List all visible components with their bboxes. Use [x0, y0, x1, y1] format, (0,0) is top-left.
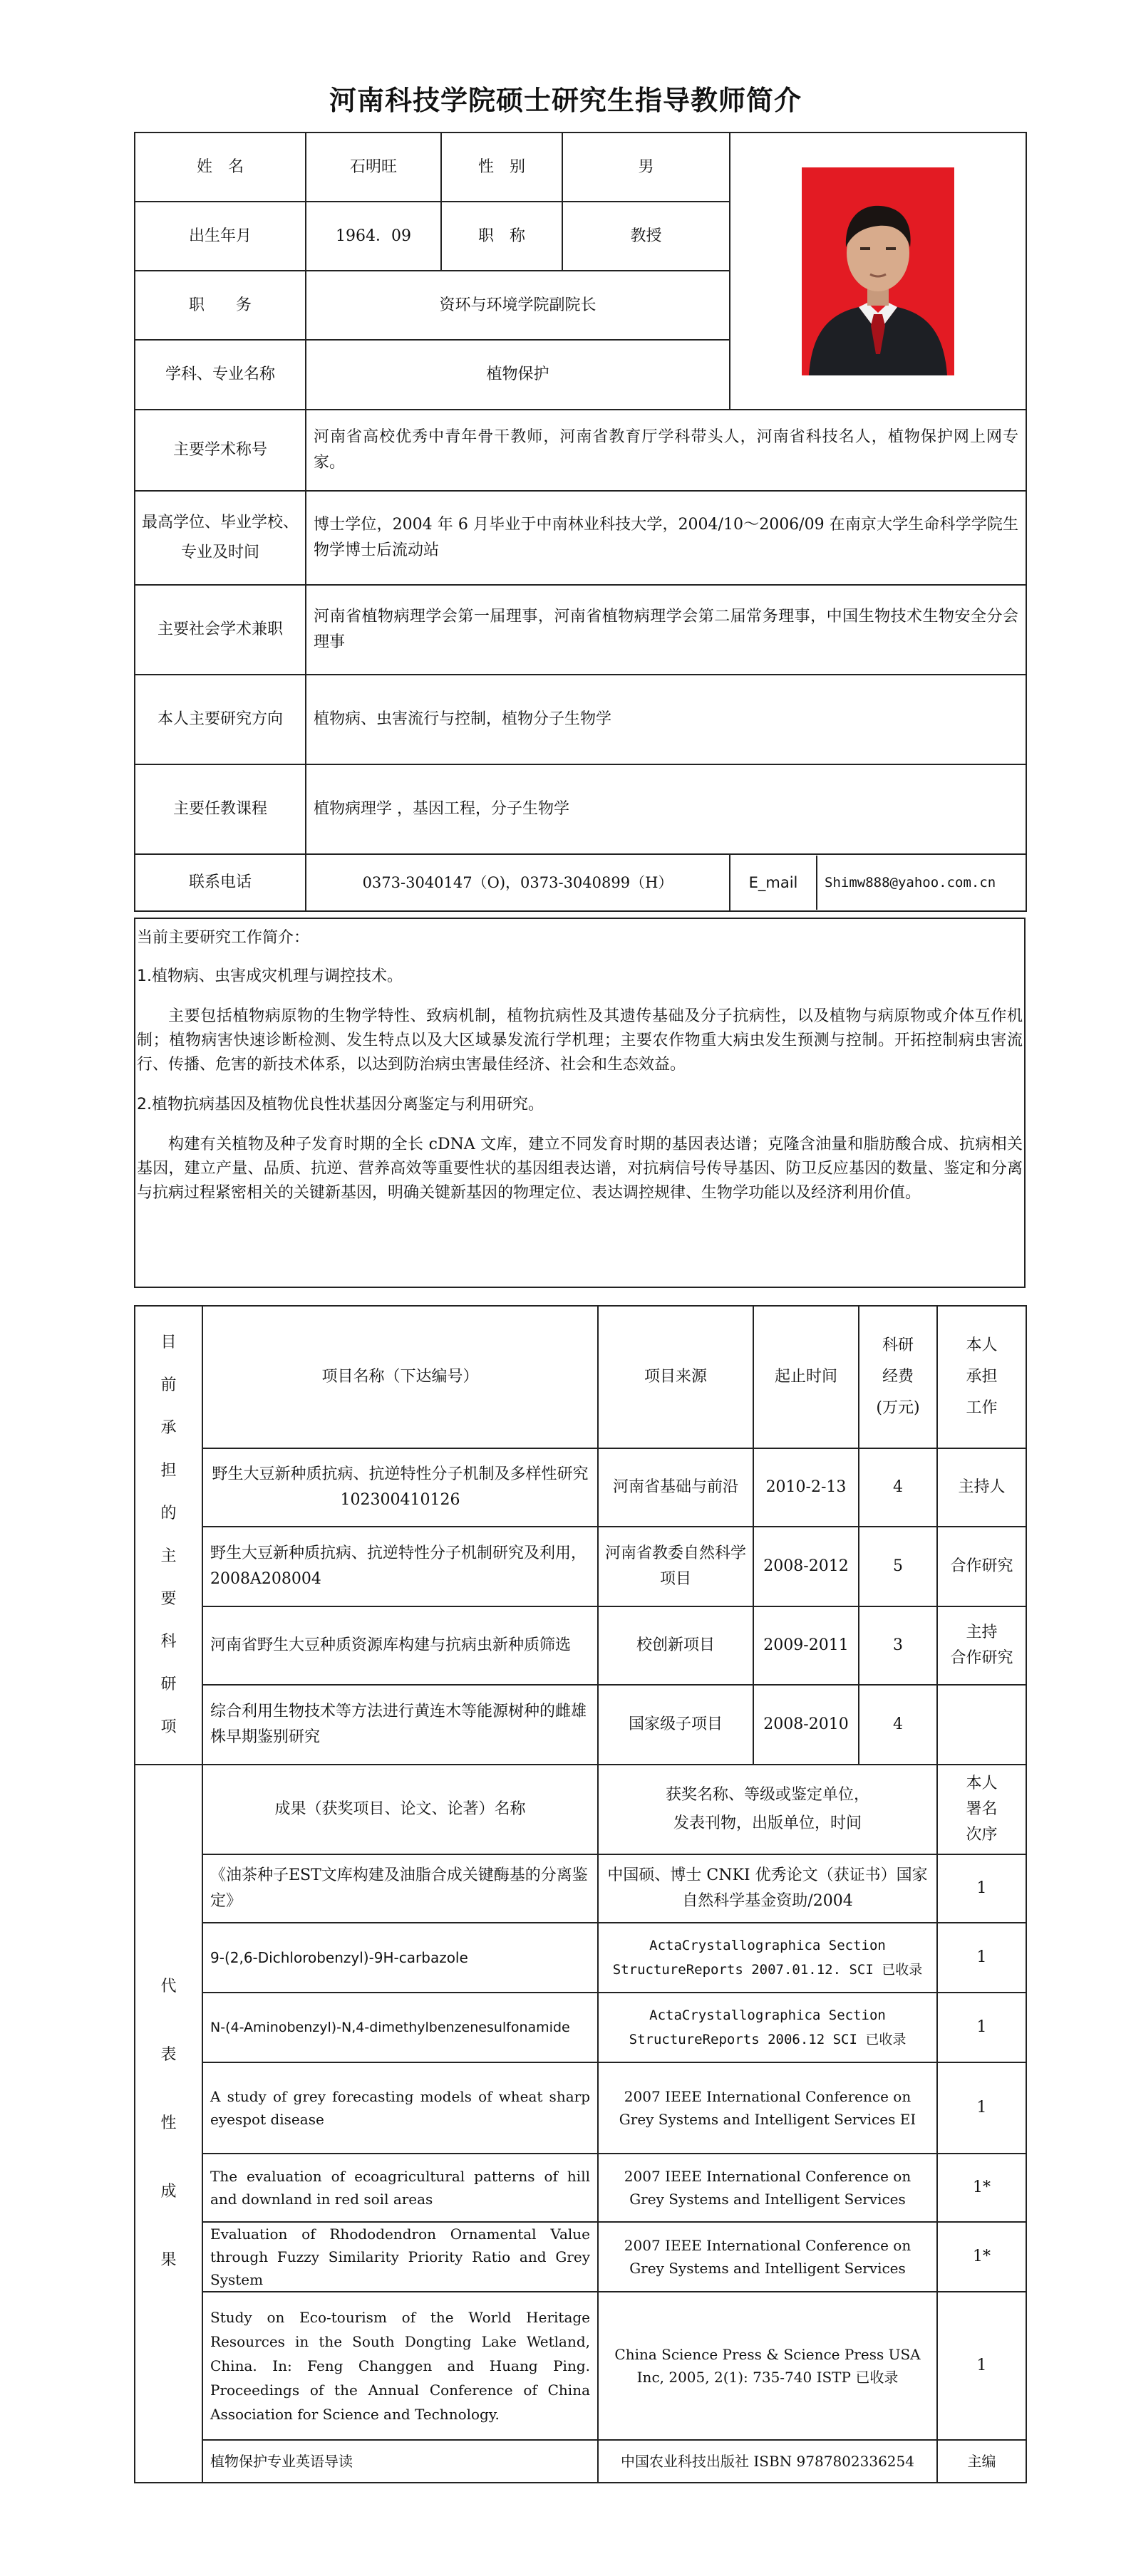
phone-label: 联系电话	[135, 854, 306, 911]
courses-value: 植物病理学 ，基因工程，分子生物学	[306, 764, 1026, 854]
projects-side-char: 研	[160, 1676, 177, 1693]
email-label: E_mail	[730, 856, 817, 910]
projects-header-role	[937, 1306, 1026, 1448]
achievement-name: 9-(2,6-Dichlorobenzyl)-9H-carbazole	[202, 1923, 598, 1993]
achievement-name: 《油茶种子EST文库构建及油脂合成关键酶基的分离鉴定》	[202, 1854, 598, 1923]
degree-label	[135, 491, 306, 585]
achievements-side-char: 果	[160, 2251, 177, 2269]
name-label: 姓 名	[135, 133, 306, 202]
project-name: 综合利用生物技术等方法进行黄连木等能源树种的雌雄株早期鉴别研究	[202, 1685, 598, 1765]
titles-value: 河南省高校优秀中青年骨干教师，河南省教育厅学科带头人，河南省科技名人，植物保护网上网专家。	[306, 410, 1026, 491]
achievement-order: 1	[937, 1854, 1026, 1923]
project-funding: 5	[859, 1527, 937, 1606]
project-name: 野生大豆新种质抗病、抗逆特性分子机制及多样性研究 102300410126	[202, 1448, 598, 1527]
research-section-1-title: 1.植物病、虫害成灾机理与调控技术。	[137, 967, 403, 985]
project-source: 国家级子项目	[598, 1685, 753, 1765]
achievement-name: 植物保护专业英语导读	[202, 2440, 598, 2483]
research-section-2-text: 构建有关植物及种子发育时期的全长 cDNA 文库，建立不同发育时期的基因表达谱；克隆含油量和脂肪酸合成、抗病相关基因，建立产量、品质、抗逆、营养高效等重要性状的基因组表达谱，对抗病信号传导基因、防卫反应基因的数量、鉴定和分离与抗病过程紧密相关的关键新基因，明确关键新基因的物理定位、表达调控规律、生物学功能以及经济利用价值。	[137, 1136, 1023, 1202]
achievement-order: 1*	[937, 2222, 1026, 2292]
phone-value: 0373-3040147（O)，0373-3040899（H）	[306, 854, 730, 911]
email-value: Shimw888@yahoo.com.cn	[825, 875, 996, 890]
page-title: 河南科技学院硕士研究生指导教师简介	[329, 85, 802, 116]
achievement-order: 1	[937, 1923, 1026, 1993]
venue-header-line: 获奖名称、等级或鉴定单位，	[665, 1786, 869, 1804]
achievements-side-char: 成	[160, 2183, 177, 2201]
profile-table	[134, 132, 1027, 912]
birth-value: 1964．09	[306, 202, 441, 271]
project-funding: 4	[859, 1448, 937, 1527]
projects-side-char: 要	[160, 1590, 177, 1608]
birth-label: 出生年月	[135, 202, 306, 271]
social-label: 主要社会学术兼职	[135, 585, 306, 675]
projects-side-char: 目	[160, 1334, 177, 1351]
courses-label: 主要任教课程	[135, 764, 306, 854]
portrait-photo-icon	[802, 167, 954, 375]
direction-label: 本人主要研究方向	[135, 675, 306, 764]
rank-label: 职 称	[441, 202, 562, 271]
projects-side-char: 的	[160, 1505, 177, 1522]
project-role: 主持 合作研究	[937, 1606, 1026, 1685]
achievement-name: N-(4-Aminobenzyl)-N,4-dimethylbenzenesulfonamide	[202, 1993, 598, 2062]
order-header-line: 次序	[966, 1826, 998, 1844]
research-section-1-text: 主要包括植物病原物的生物学特性、致病机制，植物抗病性及其遗传基础及分子抗病性，以及植物与病原物或介体互作机制；植物病害快速诊断检测、发生特点以及大区域暴发流行学机理；主要农作物重大病虫发生预测与控制。开拓控制病虫害流行、传播、危害的新技术体系，以达到防治病虫害最佳经济、社会和生态效益。	[137, 1007, 1023, 1074]
name-value: 石明旺	[306, 133, 441, 202]
achievement-name: The evaluation of ecoagricultural patterns of hill and downland in red soil areas	[202, 2154, 598, 2222]
order-header-line: 本人	[966, 1775, 998, 1792]
degree-label-line1: 最高学位、毕业学校、	[141, 514, 299, 531]
achievement-order: 1	[937, 1993, 1026, 2062]
project-period: 2008-2012	[753, 1527, 859, 1606]
project-period: 2008-2010	[753, 1685, 859, 1765]
projects-header-name: 项目名称（下达编号）	[202, 1306, 598, 1448]
project-source: 河南省基础与前沿	[598, 1448, 753, 1527]
rank-value: 教授	[562, 202, 730, 271]
funding-header-line: (万元)	[876, 1399, 920, 1417]
achievement-name: Evaluation of Rhododendron Ornamental Value through Fuzzy Similarity Priority Ratio and Grey System	[202, 2222, 598, 2292]
research-heading: 当前主要研究工作简介：	[137, 929, 310, 947]
titles-label: 主要学术称号	[135, 410, 306, 491]
achievements-side-char: 性	[160, 2114, 177, 2132]
achievement-venue: ActaCrystallographica Section StructureReports 2007.01.12. SCI 已收录	[598, 1923, 937, 1993]
project-role: 主持人	[937, 1448, 1026, 1527]
achievement-venue: 中国硕、博士 CNKI 优秀论文（获证书）国家自然科学基金资助/2004	[598, 1854, 937, 1923]
achievements-side-char: 代	[160, 1978, 177, 1995]
funding-header-line: 科研	[882, 1336, 914, 1354]
project-period: 2010-2-13	[753, 1448, 859, 1527]
project-period: 2009-2011	[753, 1606, 859, 1685]
achievement-order: 1	[937, 2062, 1026, 2154]
project-source: 河南省教委自然科学项目	[598, 1527, 753, 1606]
project-funding: 3	[859, 1606, 937, 1685]
achievements-header-name: 成果（获奖项目、论文、论著）名称	[202, 1765, 598, 1854]
social-value: 河南省植物病理学会第一届理事，河南省植物病理学会第二届常务理事，中国生物技术生物安全分会理事	[306, 585, 1026, 675]
post-value: 资环与环境学院副院长	[306, 271, 730, 340]
projects-side-char: 担	[160, 1462, 177, 1480]
achievement-venue: ActaCrystallographica Section StructureReports 2006.12 SCI 已收录	[598, 1993, 937, 2062]
role-header-line: 工作	[966, 1399, 998, 1417]
role-header-line: 承担	[966, 1368, 998, 1386]
discipline-label: 学科、专业名称	[135, 340, 306, 410]
discipline-value: 植物保护	[306, 340, 730, 410]
projects-side-char: 科	[160, 1633, 177, 1651]
degree-label-line2: 专业及时间	[180, 544, 259, 561]
achievement-order: 1*	[937, 2154, 1026, 2222]
achievements-side-char: 表	[160, 2046, 177, 2064]
achievements-header-venue	[598, 1765, 937, 1854]
venue-header-line: 发表刊物，出版单位，时间	[673, 1814, 862, 1832]
achievements-header-order	[937, 1765, 1026, 1854]
projects-side-char: 项	[160, 1718, 177, 1736]
achievement-venue: 2007 IEEE International Conference on Grey Systems and Intelligent Services	[598, 2222, 937, 2292]
photo-cell	[730, 133, 1026, 410]
projects-header-funding	[859, 1306, 937, 1448]
role-header-line: 本人	[966, 1336, 998, 1354]
project-name: 河南省野生大豆种质资源库构建与抗病虫新种质筛选	[202, 1606, 598, 1685]
funding-header-line: 经费	[882, 1368, 914, 1386]
projects-side-char: 承	[160, 1419, 177, 1437]
achievement-venue: 中国农业科技出版社 ISBN 9787802336254	[598, 2440, 937, 2483]
gender-value: 男	[562, 133, 730, 202]
degree-value: 博士学位，2004 年 6 月毕业于中南林业科技大学，2004/10～2006/09 在南京大学生命科学学院生物学博士后流动站	[306, 491, 1026, 585]
project-name: 野生大豆新种质抗病、抗逆特性分子机制研究及利用， 2008A208004	[202, 1527, 598, 1606]
achievement-venue: China Science Press & Science Press USA Inc, 2005, 2(1): 735-740 ISTP 已收录	[598, 2292, 937, 2440]
projects-side-char: 主	[160, 1547, 177, 1565]
direction-value: 植物病、虫害流行与控制，植物分子生物学	[306, 675, 1026, 764]
projects-side-char: 前	[160, 1376, 177, 1394]
achievement-name: A study of grey forecasting models of wheat sharp eyespot disease	[202, 2062, 598, 2154]
gender-label: 性 别	[441, 133, 562, 202]
projects-header-period: 起止时间	[753, 1306, 859, 1448]
achievement-order: 主编	[937, 2440, 1026, 2483]
achievement-order: 1	[937, 2292, 1026, 2440]
order-header-line: 署名	[966, 1800, 998, 1818]
post-label: 职 务	[135, 271, 306, 340]
project-role	[937, 1685, 1026, 1765]
achievement-venue: 2007 IEEE International Conference on Grey Systems and Intelligent Services	[598, 2154, 937, 2222]
achievement-venue: 2007 IEEE International Conference on Grey Systems and Intelligent Services EI	[598, 2062, 937, 2154]
project-source: 校创新项目	[598, 1606, 753, 1685]
project-role: 合作研究	[937, 1527, 1026, 1606]
project-funding: 4	[859, 1685, 937, 1765]
projects-achievements-table	[134, 1305, 1027, 2483]
research-section-2-title: 2.植物抗病基因及植物优良性状基因分离鉴定与利用研究。	[137, 1096, 544, 1113]
email-cell	[730, 854, 1026, 911]
achievement-name: Study on Eco-tourism of the World Heritage Resources in the South Dongting Lake Wetland, China. In: Feng Changgen and Huang Ping. Proceedings of the Annual Conference of China Association for Science and Technology.	[202, 2292, 598, 2440]
projects-side-label	[135, 1306, 202, 1765]
research-summary	[134, 918, 1026, 1288]
projects-header-source: 项目来源	[598, 1306, 753, 1448]
achievements-side-label	[135, 1765, 202, 2483]
